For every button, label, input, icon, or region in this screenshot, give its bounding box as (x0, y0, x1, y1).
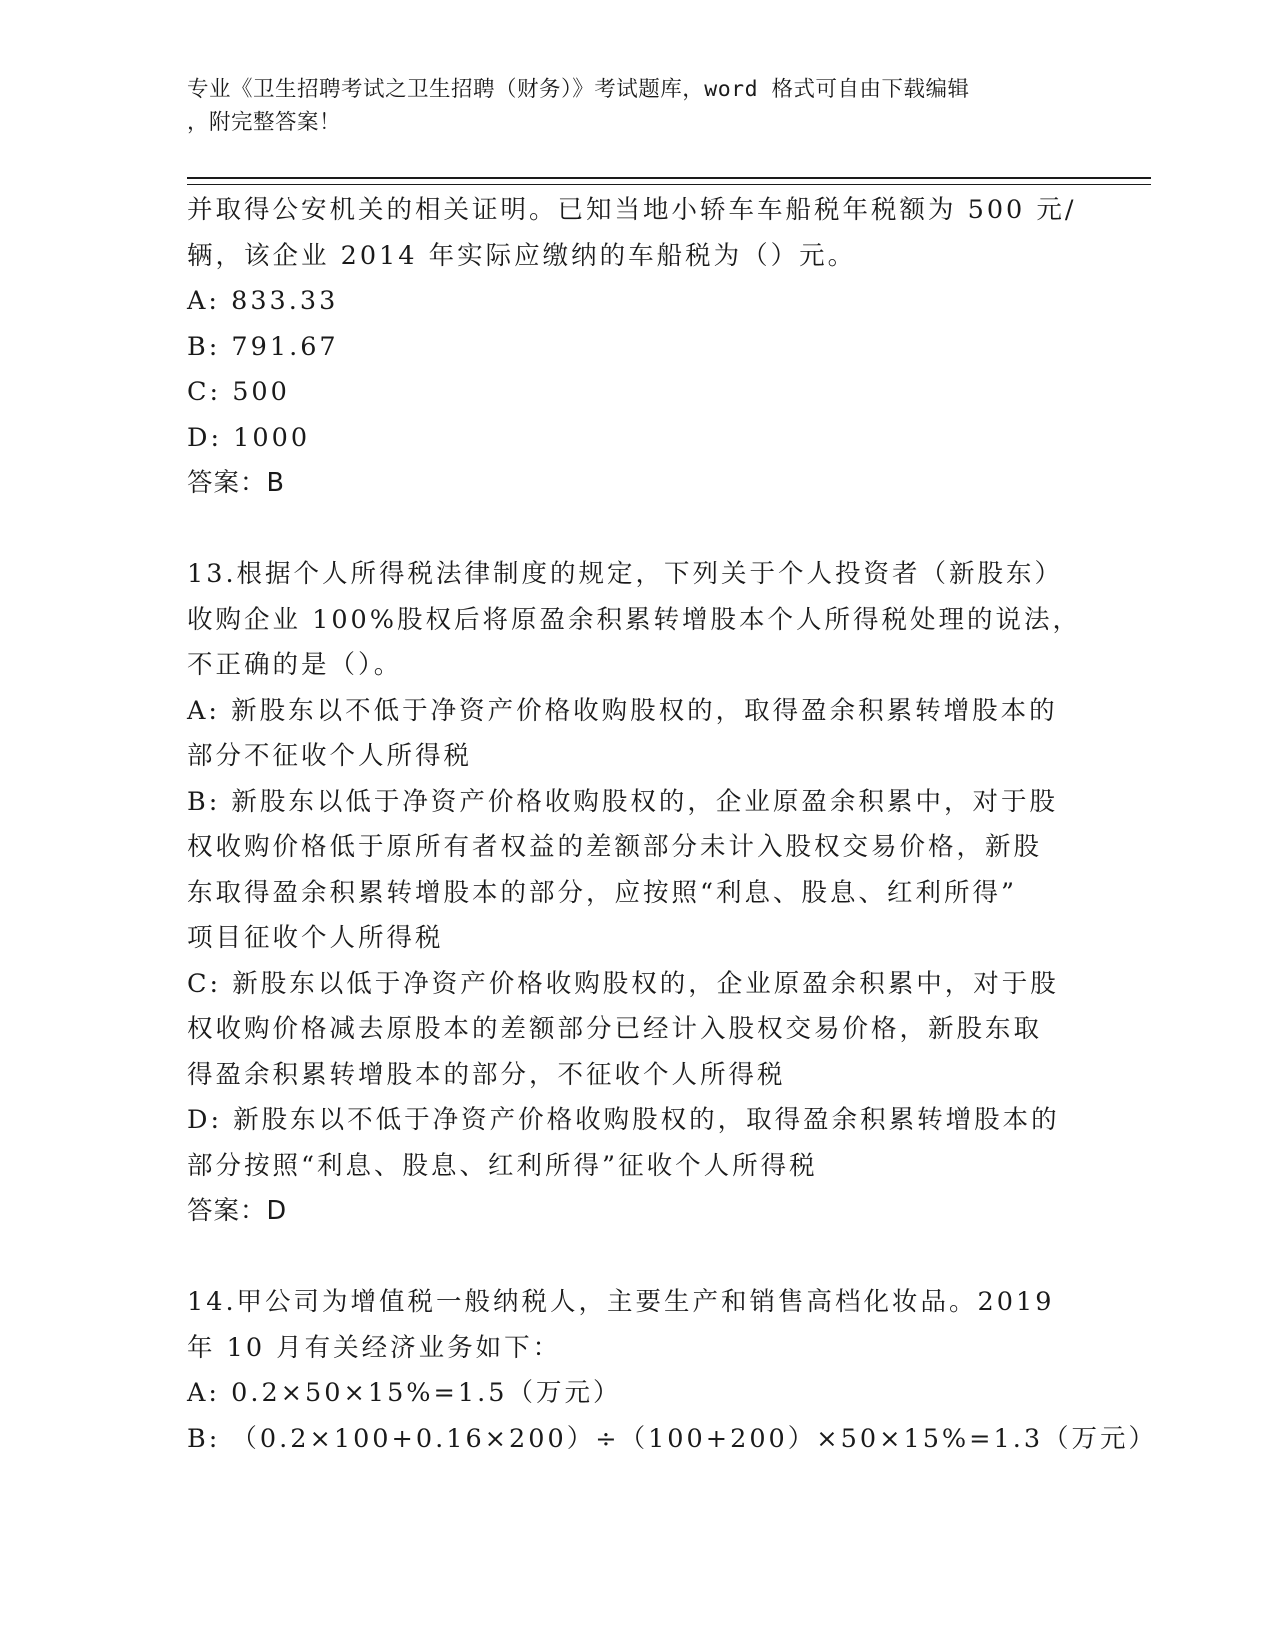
q13-stem-line-2: 收购企业 100%股权后将原盈余积累转增股本个人所得税处理的说法， (187, 604, 1082, 635)
header-divider-thick (187, 177, 1151, 179)
header-line-2: ，附完整答案！ (187, 110, 342, 135)
q13-option-c-line-3: 得盈余积累转增股本的部分，不征收个人所得税 (187, 1059, 786, 1090)
q12-option-c: C: 500 (187, 377, 290, 407)
q14-stem-line-2: 年 10 月有关经济业务如下： (187, 1332, 562, 1363)
q14-option-b: B: （0.2×100+0.16×200）÷（100+200）×50×15%=1.3（万元） (187, 1423, 1158, 1454)
document-header (187, 73, 1067, 139)
q12-option-a: A: 833.33 (187, 286, 339, 316)
q14-stem-line-1: 14.甲公司为增值税一般纳税人，主要生产和销售高档化妆品。2019 (187, 1287, 1055, 1317)
q14-option-a: A: 0.2×50×15%=1.5（万元） (187, 1378, 622, 1408)
question-content (187, 188, 1158, 1462)
q13-option-b-line-2: 权收购价格低于原所有者权益的差额部分未计入股权交易价格，新股 (187, 832, 1043, 862)
q13-stem-line-1: 13.根据个人所得税法律制度的规定，下列关于个人投资者（新股东） (187, 559, 1064, 589)
q12-stem-line-1: 并取得公安机关的相关证明。已知当地小轿车车船税年税额为 500 元/ (187, 195, 1077, 225)
q12-stem-line-2: 辆，该企业 2014 年实际应缴纳的车船税为（）元。 (187, 240, 857, 271)
q13-option-b-line-1: B: 新股东以低于净资产价格收购股权的，企业原盈余积累中，对于股 (187, 786, 1058, 817)
q13-option-b-line-4: 项目征收个人所得税 (187, 923, 444, 953)
q13-option-d-line-1: D: 新股东以不低于净资产价格收购股权的，取得盈余积累转增股本的 (187, 1105, 1060, 1135)
header-divider-thin (187, 184, 1151, 185)
q12-option-b: B: 791.67 (187, 331, 339, 362)
q13-answer: 答案：D (187, 1196, 288, 1226)
q13-option-c-line-2: 权收购价格减去原股本的差额部分已经计入股权交易价格，新股东取 (187, 1014, 1043, 1044)
q12-option-d: D: 1000 (187, 422, 311, 453)
question-spacer (187, 1235, 1087, 1281)
q13-option-a-line-1: A: 新股东以不低于净资产价格收购股权的，取得盈余积累转增股本的 (187, 695, 1058, 726)
q13-option-a-line-2: 部分不征收个人所得税 (187, 741, 473, 771)
q13-option-b-line-3: 东取得盈余积累转增股本的部分，应按照“利息、股息、红利所得” (187, 877, 1018, 908)
q13-option-d-line-2: 部分按照“利息、股息、红利所得”征收个人所得税 (187, 1150, 818, 1181)
question-spacer (187, 507, 1087, 553)
q13-stem-line-3: 不正确的是（）。 (187, 650, 403, 680)
q12-answer: 答案：B (187, 468, 285, 498)
q13-option-c-line-1: C: 新股东以低于净资产价格收购股权的，企业原盈余积累中，对于股 (187, 968, 1059, 999)
header-line-1: 专业《卫生招聘考试之卫生招聘（财务）》考试题库，word 格式可自由下载编辑 (187, 77, 970, 102)
